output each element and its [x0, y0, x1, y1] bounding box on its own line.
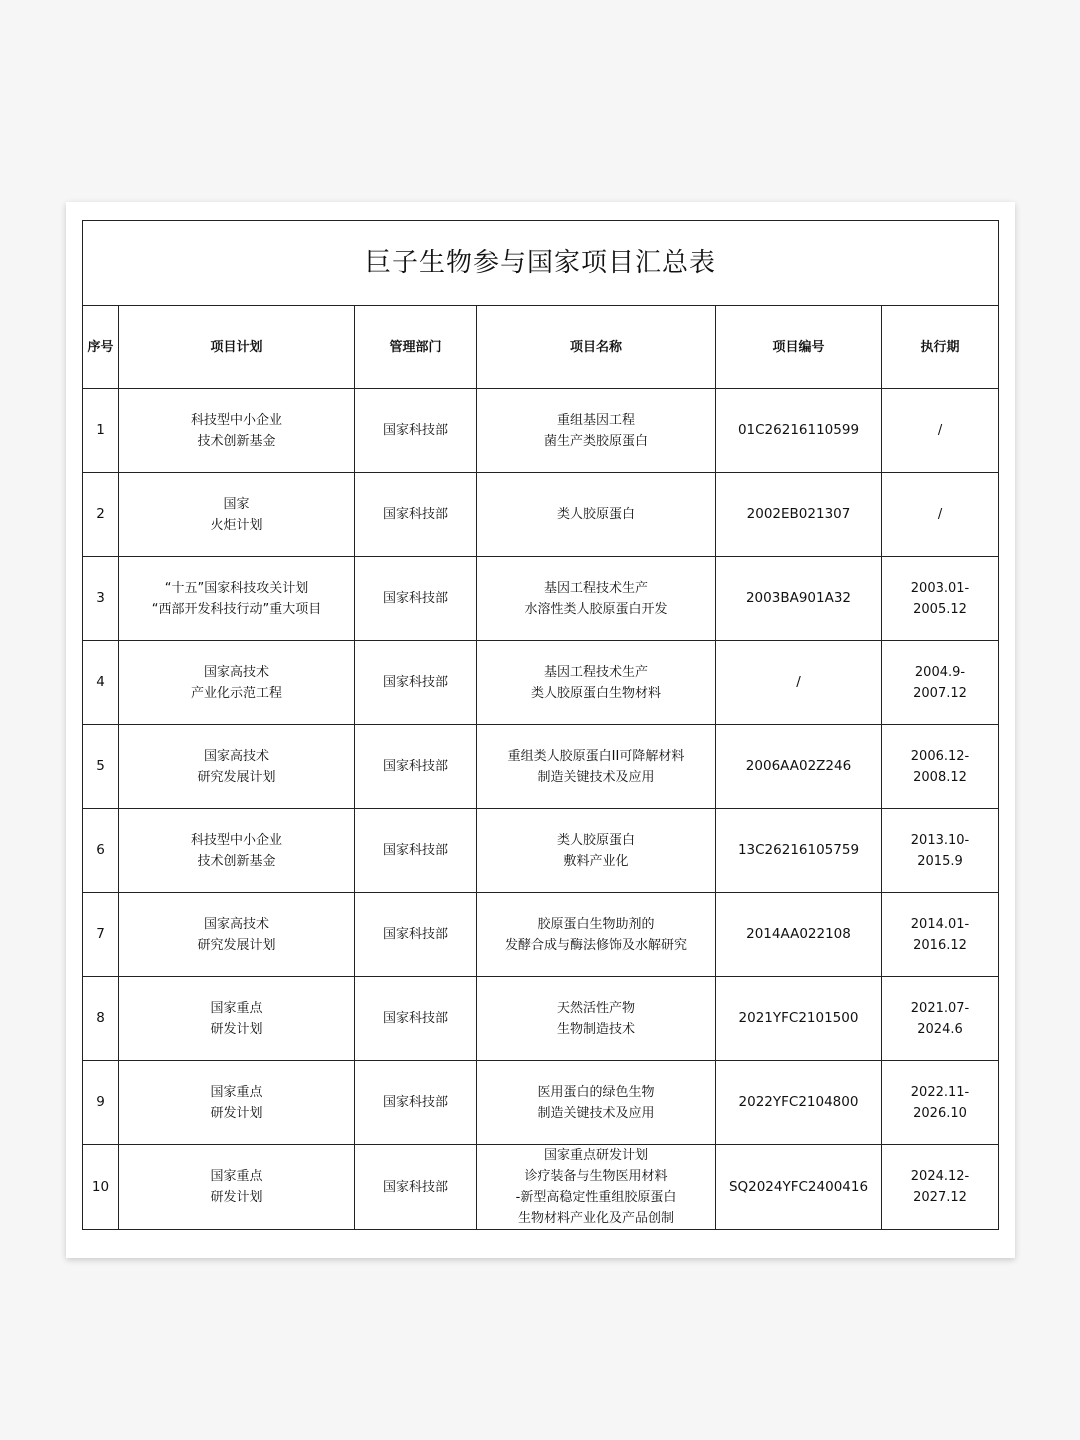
cell-plan-line: 科技型中小企业 [190, 832, 282, 848]
cell-name [477, 389, 716, 473]
cell-period-line: / [937, 507, 943, 522]
cell-plan [119, 473, 355, 557]
cell-no: 7 [83, 893, 119, 977]
cell-period-line: 2026.10 [913, 1105, 967, 1121]
cell-no: 3 [83, 557, 119, 641]
cell-period [882, 1145, 999, 1230]
table-row [83, 725, 999, 809]
cell-plan-line: 国家高技术 [203, 916, 269, 932]
cell-plan-line: 国家重点 [210, 1169, 263, 1184]
cell-code: 01C26216110599 [716, 389, 882, 473]
cell-name-line: 诊疗装备与生物医用材料 [524, 1169, 668, 1184]
cell-plan-line: 国家 [223, 496, 250, 512]
cell-plan [119, 725, 355, 809]
document-card [66, 202, 1015, 1258]
cell-code: 2022YFC2104800 [716, 1061, 882, 1145]
table-row [83, 893, 999, 977]
cell-plan-line: “十五”国家科技攻关计划 [164, 580, 309, 596]
cell-name-line: 类人胶原蛋白生物材料 [530, 685, 661, 701]
cell-code: 2002EB021307 [716, 473, 882, 557]
cell-period-line: 2008.12 [913, 769, 967, 785]
cell-no: 5 [83, 725, 119, 809]
cell-name-line: 水溶性类人胶原蛋白开发 [524, 601, 668, 617]
cell-plan [119, 1145, 355, 1230]
header-plan: 项目计划 [119, 306, 355, 389]
cell-period-line: 2003.01- [910, 580, 970, 596]
cell-name-line: 基因工程技术生产 [543, 580, 648, 596]
cell-plan [119, 1061, 355, 1145]
cell-period [882, 893, 999, 977]
cell-period [882, 809, 999, 893]
cell-name-line: 基因工程技术生产 [543, 664, 648, 680]
cell-name-line: 类人胶原蛋白 [556, 832, 635, 848]
cell-period [882, 641, 999, 725]
cell-plan-line: 国家高技术 [203, 664, 269, 680]
cell-plan-line: 研究发展计划 [197, 937, 276, 953]
cell-name-line: 国家重点研发计划 [543, 1148, 648, 1163]
cell-name [477, 1145, 716, 1230]
cell-period-line: 2013.10- [910, 832, 970, 848]
table-row [83, 557, 999, 641]
cell-no: 8 [83, 977, 119, 1061]
cell-plan-line: 产业化示范工程 [190, 685, 282, 701]
cell-no: 1 [83, 389, 119, 473]
cell-name-line: 生物制造技术 [556, 1021, 635, 1037]
cell-name-line: 重组基因工程 [556, 412, 635, 428]
cell-plan [119, 977, 355, 1061]
cell-plan-line: 技术创新基金 [197, 433, 276, 449]
cell-plan-line: 国家重点 [210, 1000, 263, 1016]
cell-plan-line: 国家重点 [210, 1084, 263, 1100]
cell-dept: 国家科技部 [355, 809, 477, 893]
cell-dept: 国家科技部 [355, 641, 477, 725]
cell-plan [119, 809, 355, 893]
cell-dept: 国家科技部 [355, 557, 477, 641]
cell-name-line: 菌生产类胶原蛋白 [543, 433, 648, 449]
cell-plan [119, 641, 355, 725]
cell-dept: 国家科技部 [355, 725, 477, 809]
cell-no: 2 [83, 473, 119, 557]
cell-name-line: -新型高稳定性重组胶原蛋白 [515, 1190, 677, 1205]
cell-plan-line: 科技型中小企业 [190, 412, 282, 428]
cell-dept: 国家科技部 [355, 1145, 477, 1230]
cell-code: 2006AA02Z246 [716, 725, 882, 809]
cell-name [477, 893, 716, 977]
table-title: 巨子生物参与国家项目汇总表 [83, 221, 999, 306]
header-name: 项目名称 [477, 306, 716, 389]
cell-name [477, 725, 716, 809]
cell-name-line: 敷料产业化 [563, 853, 629, 869]
cell-period-line: 2014.01- [910, 916, 970, 932]
cell-period [882, 977, 999, 1061]
cell-period-line: 2027.12 [913, 1190, 967, 1205]
cell-plan-line: 火炬计划 [210, 517, 263, 533]
cell-period-line: 2005.12 [913, 601, 967, 617]
cell-period [882, 1061, 999, 1145]
cell-plan-line: 研发计划 [210, 1190, 263, 1205]
cell-name [477, 641, 716, 725]
header-code: 项目编号 [716, 306, 882, 389]
cell-period [882, 389, 999, 473]
cell-period-line: 2016.12 [913, 937, 967, 953]
cell-code: 2014AA022108 [716, 893, 882, 977]
cell-code: / [716, 641, 882, 725]
table-row [83, 641, 999, 725]
cell-plan-line: 研发计划 [210, 1021, 263, 1037]
cell-name-line: 胶原蛋白生物助剂的 [537, 916, 655, 932]
cell-period-line: 2007.12 [913, 685, 967, 701]
cell-code: 13C26216105759 [716, 809, 882, 893]
header-dept: 管理部门 [355, 306, 477, 389]
cell-period-line: / [937, 423, 943, 438]
cell-dept: 国家科技部 [355, 473, 477, 557]
cell-name-line: 生物材料产业化及产品创制 [517, 1211, 674, 1226]
cell-no: 10 [83, 1145, 119, 1230]
table-row [83, 977, 999, 1061]
header-period: 执行期 [882, 306, 999, 389]
header-row [83, 306, 999, 389]
cell-plan-line: 研发计划 [210, 1105, 263, 1121]
cell-name-line: 制造关键技术及应用 [537, 769, 655, 785]
cell-name-line: 重组类人胶原蛋白II可降解材料 [507, 748, 685, 764]
cell-period [882, 557, 999, 641]
cell-period-line: 2024.12- [910, 1169, 970, 1184]
cell-name [477, 809, 716, 893]
cell-period-line: 2015.9 [917, 853, 963, 869]
cell-dept: 国家科技部 [355, 1061, 477, 1145]
cell-period [882, 725, 999, 809]
cell-plan-line: “西部开发科技行动”重大项目 [151, 601, 322, 617]
cell-plan-line: 国家高技术 [203, 748, 269, 764]
cell-name-line: 医用蛋白的绿色生物 [537, 1084, 655, 1100]
cell-name-line: 制造关键技术及应用 [537, 1105, 655, 1121]
cell-dept: 国家科技部 [355, 977, 477, 1061]
header-no: 序号 [83, 306, 119, 389]
cell-plan [119, 893, 355, 977]
cell-name [477, 557, 716, 641]
table-row [83, 389, 999, 473]
cell-no: 6 [83, 809, 119, 893]
cell-plan [119, 389, 355, 473]
cell-plan-line: 技术创新基金 [197, 853, 276, 869]
cell-no: 9 [83, 1061, 119, 1145]
cell-code: 2003BA901A32 [716, 557, 882, 641]
table-row [83, 473, 999, 557]
cell-period [882, 473, 999, 557]
cell-name [477, 977, 716, 1061]
cell-period-line: 2004.9- [914, 664, 966, 680]
cell-period-line: 2006.12- [910, 748, 970, 764]
cell-dept: 国家科技部 [355, 389, 477, 473]
cell-name-line: 发酵合成与酶法修饰及水解研究 [504, 937, 687, 953]
cell-name [477, 473, 716, 557]
cell-code: 2021YFC2101500 [716, 977, 882, 1061]
cell-plan [119, 557, 355, 641]
cell-dept: 国家科技部 [355, 893, 477, 977]
cell-code: SQ2024YFC2400416 [716, 1145, 882, 1230]
cell-no: 4 [83, 641, 119, 725]
cell-name-line: 类人胶原蛋白 [556, 507, 635, 522]
cell-period-line: 2021.07- [910, 1000, 970, 1016]
table-row [83, 1145, 999, 1230]
cell-name [477, 1061, 716, 1145]
cell-period-line: 2022.11- [910, 1084, 970, 1100]
projects-table [82, 220, 999, 1230]
table-row [83, 809, 999, 893]
cell-name-line: 天然活性产物 [556, 1000, 635, 1016]
table-row [83, 1061, 999, 1145]
cell-period-line: 2024.6 [917, 1021, 963, 1037]
cell-plan-line: 研究发展计划 [197, 769, 276, 785]
